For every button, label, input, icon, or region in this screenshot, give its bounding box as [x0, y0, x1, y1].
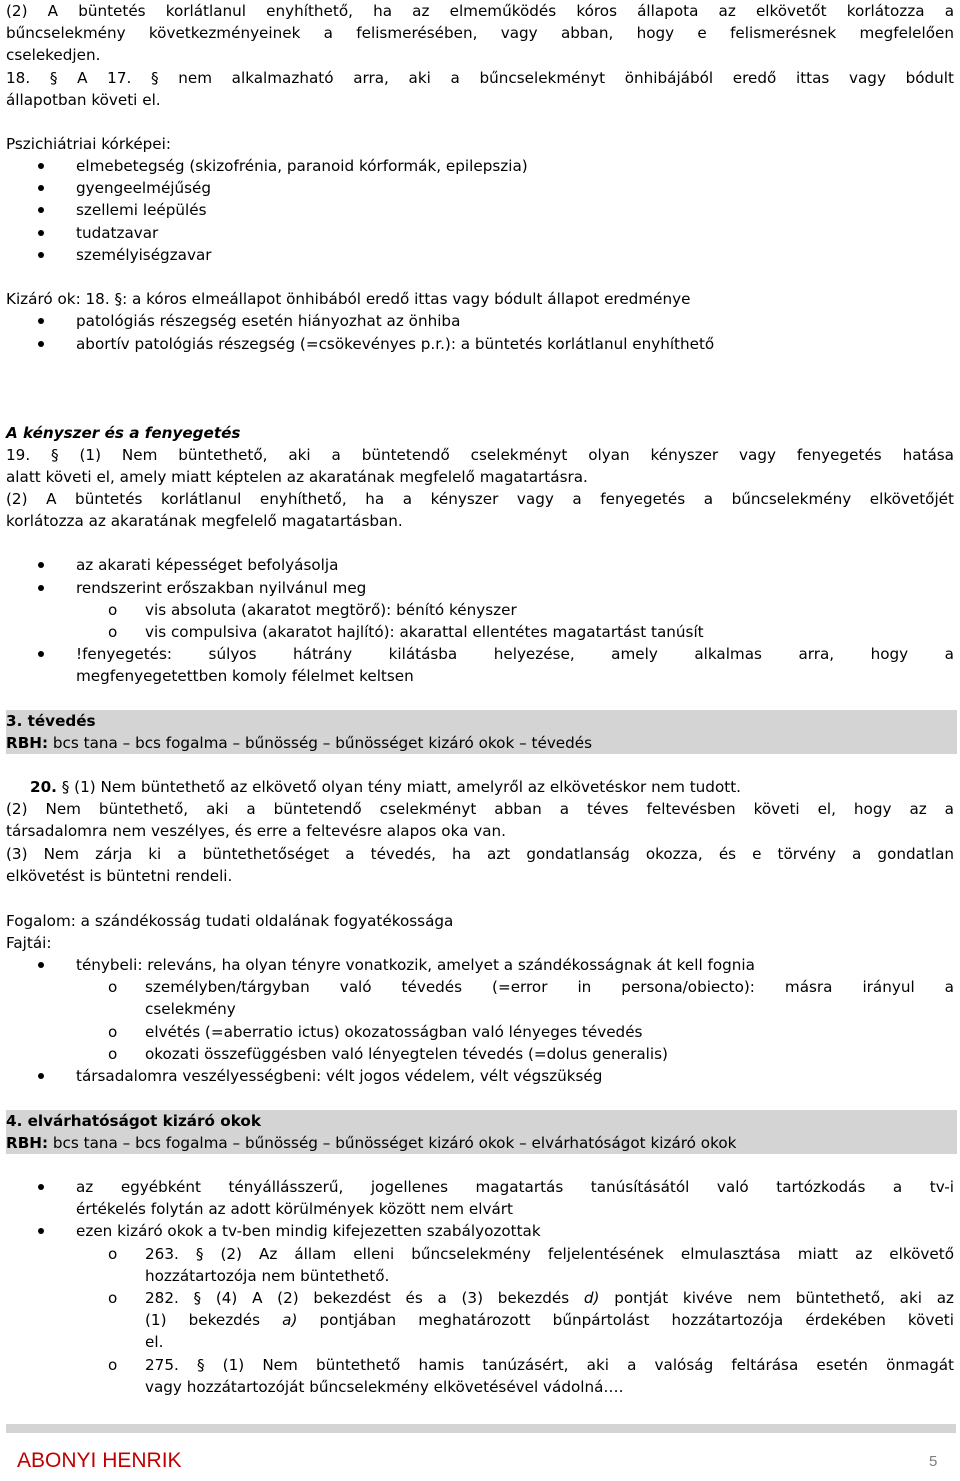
list-item: ténybeli: releváns, ha olyan tényre vonatkozik, amelyet a szándékosságnak át kell fognia — [76, 956, 755, 974]
sub-list-item: okozati összefüggésben való lényegtelen tévedés (=dolus generalis) — [145, 1045, 668, 1063]
bullet-icon — [38, 185, 44, 191]
bullet-icon — [38, 1073, 44, 1079]
sub-list-item: vis absoluta (akaratot megtörő): bénító kényszer — [145, 601, 517, 619]
sub-list-item — [145, 1287, 954, 1309]
sub-bullet-marker: o — [108, 1023, 118, 1041]
bullet-icon — [38, 318, 44, 324]
list-item: társadalomra veszélyességbeni: vélt jogos védelem, vélt végszükség — [76, 1067, 603, 1085]
sub-list-item-continuation: el. — [145, 1333, 164, 1351]
page-number: 5 — [929, 1453, 938, 1470]
paragraph-17-2-line3: cselekedjen. — [6, 46, 101, 64]
list-item: !fenyegetés: súlyos hátrány kilátásba helyezése, amely alkalmas arra, hogy a — [76, 645, 954, 663]
text-run: pontjában meghatározott bűnpártolást hozzátartozója érdekében követi — [297, 1311, 954, 1329]
paragraph-19-line2: alatt követi el, amely miatt képtelen az akaratának megfelelő magatartásra. — [6, 468, 588, 486]
italic-run: d) — [583, 1289, 600, 1307]
list-item: elmebetegség (skizofrénia, paranoid kórformák, epilepszia) — [76, 157, 528, 175]
exclusion-reason-line: Kizáró ok: 18. §: a kóros elmeállapot önhibából eredő ittas vagy bódult állapot eredménye — [6, 290, 691, 308]
bullet-icon — [38, 562, 44, 568]
text-run: 282. § (4) A (2) bekezdést és a (3) bekezdés — [145, 1289, 584, 1307]
list-item-continuation: értékelés folytán az adott körülmények között nem elvárt — [76, 1200, 513, 1218]
bullet-icon — [38, 207, 44, 213]
section-number: 20. — [30, 778, 57, 796]
list-item: szellemi leépülés — [76, 201, 207, 219]
sub-bullet-marker: o — [108, 1289, 118, 1307]
list-item: patológiás részegség esetén hiányozhat az önhiba — [76, 312, 461, 330]
sub-list-item: 263. § (2) Az állam elleni bűncselekmény feljelentésének elmulasztása miatt az elkövető — [145, 1245, 954, 1263]
section-title-4: 4. elvárhatóságot kizáró okok — [6, 1112, 261, 1130]
paragraph-17-2-line1: (2) A büntetés korlátlanul enyhíthető, ha az elmeműködés kóros állapota az elkövetőt korlátozza a — [6, 2, 954, 20]
bullet-icon — [38, 230, 44, 236]
list-item: az akarati képességet befolyásolja — [76, 556, 339, 574]
italic-run: a) — [282, 1311, 298, 1329]
bullet-icon — [38, 962, 44, 968]
sub-bullet-marker: o — [108, 601, 118, 619]
sub-bullet-marker: o — [108, 1245, 118, 1263]
paragraph-text: § (1) Nem büntethető az elkövető olyan tény miatt, amelyről az elkövetéskor nem tudott. — [56, 778, 741, 796]
list-item: személyiségzavar — [76, 246, 212, 264]
paragraph-18-line2: állapotban követi el. — [6, 91, 161, 109]
psychiatric-list-heading: Pszichiátriai kórképei: — [6, 135, 171, 153]
paragraph-19-2-line1: (2) A büntetés korlátlanul enyhíthető, ha a kényszer vagy a fenyegetés a bűncselekmény elkövetőjét — [6, 490, 954, 508]
paragraph-18-line1: 18. § A 17. § nem alkalmazható arra, aki a bűncselekményt önhibájából eredő ittas vagy bódult — [6, 69, 954, 87]
bullet-icon — [38, 163, 44, 169]
rbh-path: bcs tana – bcs fogalma – bűnösség – bűnösséget kizáró okok – elvárhatóságot kizáró okok — [48, 1134, 737, 1152]
list-item: az egyébként tényállásszerű, jogellenes magatartás tanúsításától való tartózkodás a tv-i — [76, 1178, 954, 1196]
list-item: gyengeelméjűség — [76, 179, 212, 197]
list-item: ezen kizáró okok a tv-ben mindig kifejezetten szabályozottak — [76, 1222, 541, 1240]
sub-list-item: elvétés (=aberratio ictus) okozatosságban való lényeges tévedés — [145, 1023, 643, 1041]
text-run: (1) bekezdés — [145, 1311, 283, 1329]
paragraph-20-3-line2: elkövetést is büntetni rendeli. — [6, 867, 233, 885]
list-item: tudatzavar — [76, 224, 159, 242]
sub-list-item: vis compulsiva (akaratot hajlító): akarattal ellentétes magatartást tanúsít — [145, 623, 704, 641]
sub-bullet-marker: o — [108, 623, 118, 641]
definition-line: Fogalom: a szándékosság tudati oldalának fogyatékossága — [6, 912, 454, 930]
paragraph-19-2-line2: korlátozza az akaratának megfelelő magatartásban. — [6, 512, 403, 530]
paragraph-20-2-line1: (2) Nem büntethető, aki a büntetendő cselekményt abban a téves feltevésben követi el, hogy az a — [6, 800, 954, 818]
section-title-3: 3. tévedés — [6, 712, 96, 730]
footer-author: ABONYI HENRIK — [17, 1449, 182, 1472]
paragraph-20-2-line2: társadalomra nem veszélyes, és erre a feltevésre alapos oka van. — [6, 822, 506, 840]
list-item: abortív patológiás részegség (=csökevényes p.r.): a büntetés korlátlanul enyhíthető — [76, 335, 715, 353]
paragraph-20-3-line1: (3) Nem zárja ki a büntethetőséget a tévedés, ha azt gondatlanság okozza, és e törvény a gondatlan — [6, 845, 954, 863]
rbh-label: RBH: — [6, 734, 49, 752]
bullet-icon — [38, 1184, 44, 1190]
paragraph-19-line1: 19. § (1) Nem büntethető, aki a büntetendő cselekményt olyan kényszer vagy fenyegetés hatása — [6, 446, 954, 464]
bullet-icon — [38, 585, 44, 591]
section-heading-coercion: A kényszer és a fenyegetés — [6, 424, 241, 442]
sub-list-item-continuation — [145, 1309, 954, 1331]
rbh-label: RBH: — [6, 1134, 49, 1152]
bullet-icon — [38, 1228, 44, 1234]
rbh-path: bcs tana – bcs fogalma – bűnösség – bűnösséget kizáró okok – tévedés — [48, 734, 593, 752]
bullet-icon — [38, 651, 44, 657]
paragraph-20-line1 — [30, 776, 954, 798]
section-3-path — [6, 732, 954, 754]
sub-list-item: 275. § (1) Nem büntethető hamis tanúzásért, aki a valóság feltárása esetén önmagát — [145, 1356, 954, 1374]
section-4-path — [6, 1132, 954, 1154]
sub-bullet-marker: o — [108, 1045, 118, 1063]
list-item-continuation: megfenyegetettben komoly félelmet keltsen — [76, 667, 414, 685]
sub-list-item-continuation: hozzátartozója nem büntethető. — [145, 1267, 390, 1285]
list-item: rendszerint erőszakban nyilvánul meg — [76, 579, 367, 597]
types-heading: Fajtái: — [6, 934, 52, 952]
footer-divider — [6, 1424, 956, 1433]
paragraph-17-2-line2: bűncselekmény következményeinek a felismerésében, vagy abban, hogy e felismerésnek megfelelően — [6, 24, 954, 42]
sub-list-item-continuation: vagy hozzátartozóját bűncselekmény elkövetésével vádolná…. — [145, 1378, 624, 1396]
sub-list-item: személyben/tárgyban való tévedés (=error in persona/obiecto): másra irányul a — [145, 978, 954, 996]
sub-list-item-continuation: cselekmény — [145, 1000, 236, 1018]
text-run: pontját kivéve nem büntethető, aki az — [599, 1289, 954, 1307]
bullet-icon — [38, 341, 44, 347]
sub-bullet-marker: o — [108, 978, 118, 996]
sub-bullet-marker: o — [108, 1356, 118, 1374]
bullet-icon — [38, 252, 44, 258]
